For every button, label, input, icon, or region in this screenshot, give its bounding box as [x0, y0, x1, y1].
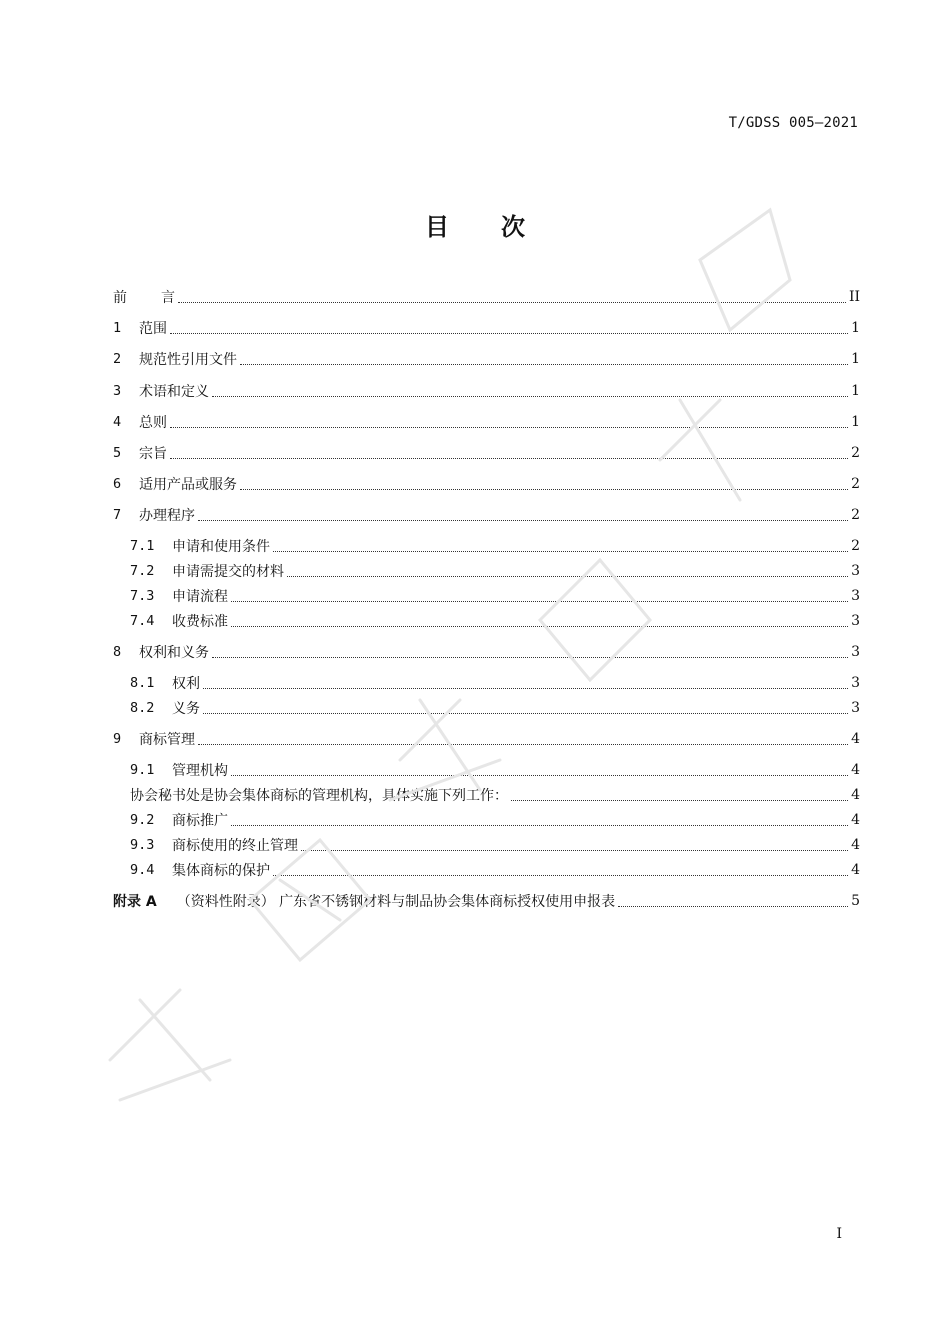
toc-entry-number: 6	[113, 476, 122, 492]
toc-entry-number: 1	[113, 320, 122, 336]
toc-entry-number: 9.4	[130, 862, 155, 878]
toc-entry-label: 权利	[172, 676, 200, 692]
dot-leader	[170, 427, 848, 428]
toc-entry-label: 商标使用的终止管理	[172, 838, 298, 854]
toc-entry-label: 申请和使用条件	[172, 539, 270, 555]
toc-entry-number: 7.4	[130, 613, 155, 629]
toc-subentry[interactable]	[130, 610, 860, 632]
toc-entry-number: 9	[113, 731, 122, 747]
annex-number: 附录 A	[113, 894, 157, 910]
toc-entry-page: 4	[851, 812, 860, 828]
toc-entry-label: 收费标准	[172, 614, 228, 630]
dot-leader	[231, 601, 848, 602]
toc-entry-label: 义务	[172, 701, 200, 717]
toc-entry-page: 4	[851, 862, 860, 878]
toc-subentry[interactable]	[130, 759, 860, 781]
dot-leader	[178, 302, 846, 303]
dot-leader	[212, 396, 848, 397]
dot-leader	[212, 657, 848, 658]
toc-entry[interactable]	[113, 728, 860, 750]
toc-entry-label: 权利和义务	[139, 645, 209, 661]
toc-subentry[interactable]	[130, 585, 860, 607]
toc-entry-number: 2	[113, 351, 122, 367]
toc-entry-label: （资料性附录） 广东省不锈钢材料与制品协会集体商标授权使用申报表	[176, 894, 616, 910]
toc-entry-number: 8	[113, 644, 122, 660]
toc-entry-preface[interactable]	[113, 286, 860, 308]
toc-subentry[interactable]	[130, 672, 860, 694]
toc-entry-page: 3	[851, 588, 860, 604]
toc-entry-label: 协会秘书处是协会集体商标的管理机构，具体实施下列工作：	[130, 788, 508, 804]
toc-entry-number: 9.2	[130, 812, 155, 828]
toc-entry-label: 总则	[139, 415, 167, 431]
dot-leader	[198, 744, 848, 745]
toc-entry-page: 4	[851, 837, 860, 853]
toc-entry-label: 办理程序	[139, 508, 195, 524]
toc-entry-page: 2	[851, 445, 860, 461]
page-title	[0, 207, 950, 242]
document-code: T/GDSS 005—2021	[728, 115, 858, 131]
dot-leader	[203, 688, 848, 689]
toc-entry[interactable]	[113, 504, 860, 526]
toc-entry-label: 申请需提交的材料	[172, 564, 284, 580]
toc-entry-number: 7.3	[130, 588, 155, 604]
toc-entry-label: 商标推广	[172, 813, 228, 829]
dot-leader	[170, 333, 848, 334]
toc-entry-page: 3	[851, 644, 860, 660]
dot-leader	[203, 713, 848, 714]
toc-entry-label: 申请流程	[172, 589, 228, 605]
toc-entry-page: 2	[851, 476, 860, 492]
toc-entry-page: 1	[851, 383, 860, 399]
toc-entry[interactable]	[113, 442, 860, 464]
dot-leader	[231, 825, 848, 826]
toc-entry-number: 9.1	[130, 762, 155, 778]
toc-paragraph-entry[interactable]	[130, 784, 860, 806]
dot-leader	[511, 800, 848, 801]
toc-entry-page: 3	[851, 700, 860, 716]
toc-entry-page: 1	[851, 320, 860, 336]
toc-subentry[interactable]	[130, 809, 860, 831]
toc-entry-number: 8.1	[130, 675, 155, 691]
toc-entry-page: II	[848, 289, 860, 305]
toc-entry-number: 3	[113, 383, 122, 399]
dot-leader	[240, 489, 848, 490]
toc-subentry[interactable]	[130, 697, 860, 719]
toc-entry-label: 宗旨	[139, 446, 167, 462]
toc-entry-page: 4	[851, 762, 860, 778]
page-number: I	[836, 1226, 842, 1242]
toc-entry-label: 集体商标的保护	[172, 863, 270, 879]
toc-entry[interactable]	[113, 348, 860, 370]
toc-entry-annex[interactable]	[113, 890, 860, 912]
toc-entry[interactable]	[113, 473, 860, 495]
toc-entry-page: 4	[851, 731, 860, 747]
toc-entry-page: 1	[851, 414, 860, 430]
toc-entry-label: 适用产品或服务	[139, 477, 237, 493]
toc-entry-label: 规范性引用文件	[139, 352, 237, 368]
dot-leader	[618, 906, 848, 907]
dot-leader	[301, 850, 848, 851]
toc-entry-label: 商标管理	[139, 732, 195, 748]
toc-entry-page: 3	[851, 613, 860, 629]
dot-leader	[198, 520, 848, 521]
toc-entry-page: 3	[851, 563, 860, 579]
toc-entry-number: 7	[113, 507, 122, 523]
toc-entry[interactable]	[113, 411, 860, 433]
toc-entry-label: 前 言	[113, 290, 175, 306]
toc-entry-number: 7.2	[130, 563, 155, 579]
toc-entry[interactable]	[113, 641, 860, 663]
toc-entry-page: 5	[851, 893, 860, 909]
dot-leader	[273, 551, 848, 552]
toc-subentry[interactable]	[130, 535, 860, 557]
dot-leader	[240, 364, 848, 365]
title-char-2: 次	[501, 213, 525, 241]
toc-entry-number: 8.2	[130, 700, 155, 716]
dot-leader	[231, 775, 848, 776]
toc-entry-page: 2	[851, 507, 860, 523]
toc-entry-page: 1	[851, 351, 860, 367]
dot-leader	[170, 458, 848, 459]
toc-subentry[interactable]	[130, 560, 860, 582]
toc-entry[interactable]	[113, 317, 860, 339]
toc-entry-page: 3	[851, 675, 860, 691]
toc-entry[interactable]	[113, 380, 860, 402]
toc-entry-page: 4	[851, 787, 860, 803]
toc-entry-number: 9.3	[130, 837, 155, 853]
toc-entry-number: 5	[113, 445, 122, 461]
toc-entry-label: 管理机构	[172, 763, 228, 779]
toc-entry-number: 7.1	[130, 538, 155, 554]
title-char-1: 目	[425, 213, 449, 241]
dot-leader	[273, 875, 848, 876]
dot-leader	[287, 576, 848, 577]
toc-subentry[interactable]	[130, 859, 860, 881]
toc-entry-label: 范围	[139, 321, 167, 337]
toc-entry-number: 4	[113, 414, 122, 430]
toc-entry-page: 2	[851, 538, 860, 554]
toc-entry-label: 术语和定义	[139, 384, 209, 400]
toc-subentry[interactable]	[130, 834, 860, 856]
dot-leader	[231, 626, 848, 627]
